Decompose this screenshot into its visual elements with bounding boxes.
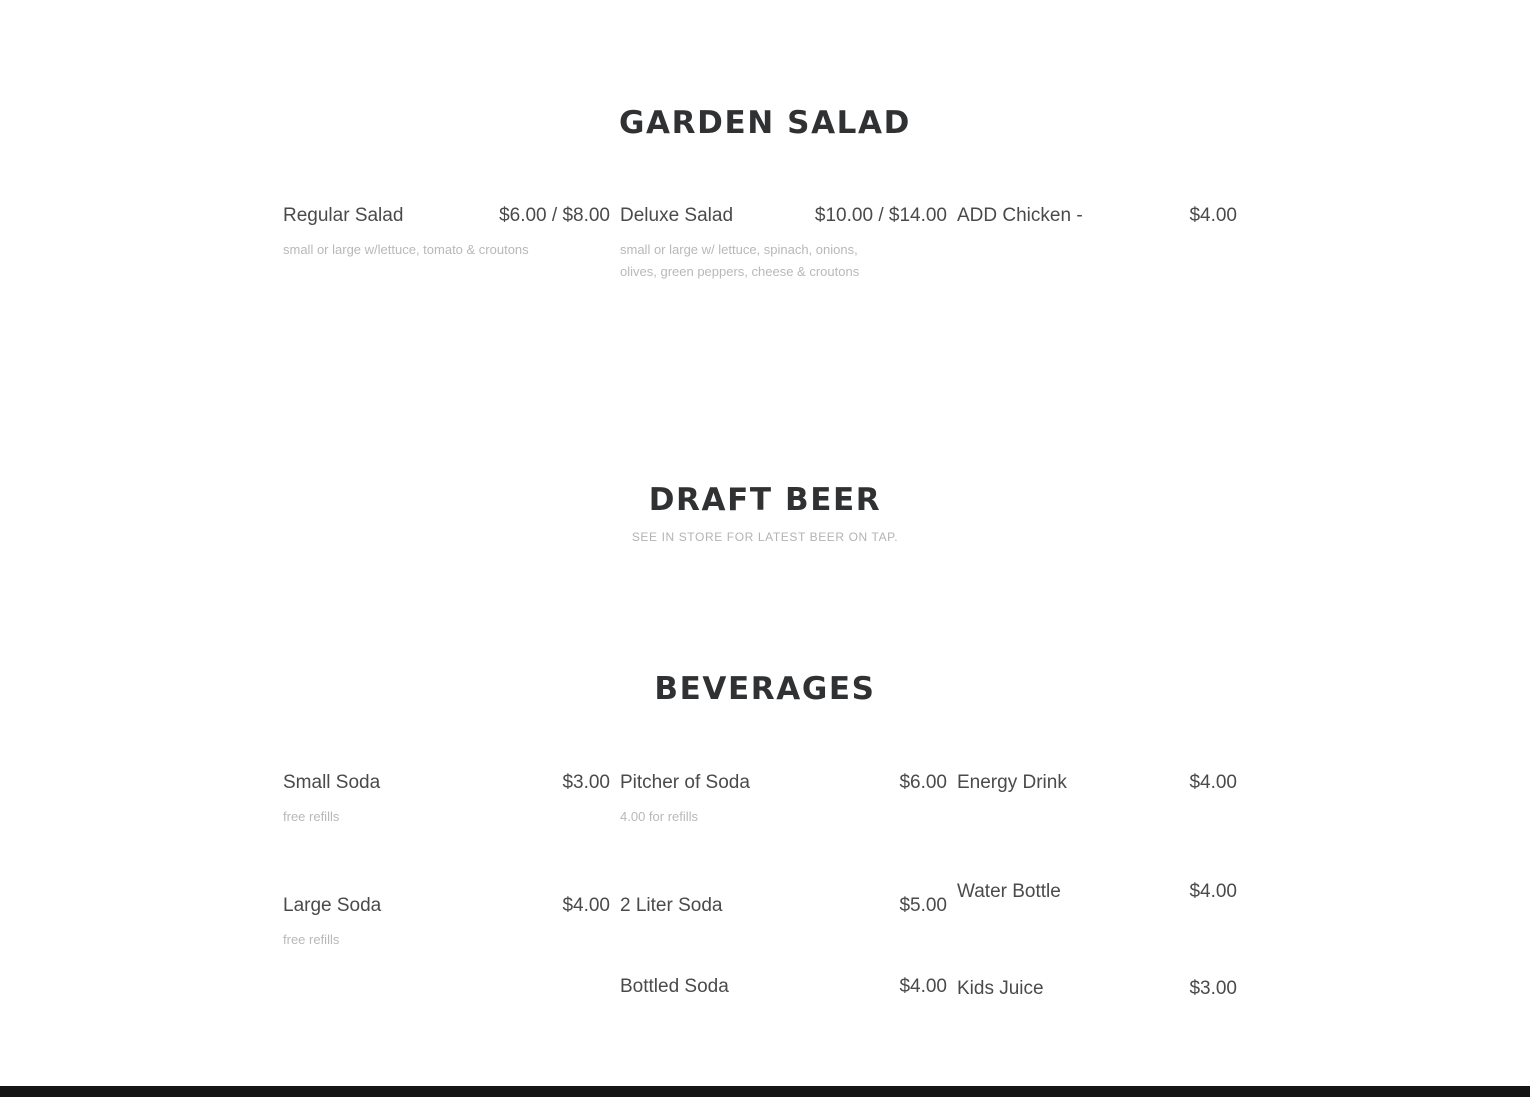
spacer xyxy=(620,828,947,886)
list-item[interactable] xyxy=(620,763,947,802)
list-item[interactable] xyxy=(283,763,610,802)
garden-salad-items xyxy=(0,196,1530,283)
item-name: 2 Liter Soda xyxy=(620,895,723,916)
menu-column-salad-2 xyxy=(620,196,957,283)
item-price: $4.00 xyxy=(562,895,610,916)
menu-column-beverages-1 xyxy=(283,763,620,1008)
list-item[interactable] xyxy=(283,196,610,235)
item-name: Bottled Soda xyxy=(620,976,729,997)
footer-rule xyxy=(0,1086,1530,1097)
item-price: $3.00 xyxy=(562,772,610,793)
item-price: $6.00 xyxy=(899,772,947,793)
beverages-section-header xyxy=(0,671,1530,707)
garden-salad-section-header xyxy=(0,105,1530,141)
item-name: Large Soda xyxy=(283,895,382,916)
item-price: $10.00 / $14.00 xyxy=(814,205,947,226)
section-subtitle-draft-beer: SEE IN STORE FOR LATEST BEER ON TAP. xyxy=(631,530,899,544)
draft-beer-section-header xyxy=(0,482,1530,544)
list-item[interactable] xyxy=(957,872,1237,911)
section-title-beverages: BEVERAGES xyxy=(654,671,876,707)
menu-grid-salad xyxy=(283,196,1247,283)
item-description: small or large w/ lettuce, spinach, onions, olives, green peppers, cheese & croutons xyxy=(620,242,860,279)
spacer xyxy=(957,911,1237,969)
item-price: $4.00 xyxy=(899,976,947,997)
list-item[interactable] xyxy=(957,196,1237,235)
item-description: 4.00 for refills xyxy=(620,809,699,824)
menu-column-beverages-3 xyxy=(957,763,1247,1008)
spacer xyxy=(957,802,1237,872)
item-name: ADD Chicken - xyxy=(957,205,1083,226)
menu-column-beverages-2 xyxy=(620,763,957,1008)
item-name: Water Bottle xyxy=(957,881,1061,902)
menu-column-salad-1 xyxy=(283,196,620,283)
list-item[interactable] xyxy=(283,886,610,925)
item-name: Pitcher of Soda xyxy=(620,772,750,793)
item-price: $5.00 xyxy=(899,895,947,916)
beverages-items xyxy=(0,763,1530,1008)
spacer xyxy=(283,828,610,886)
item-name: Small Soda xyxy=(283,772,381,793)
item-name: Kids Juice xyxy=(957,978,1044,999)
list-item[interactable] xyxy=(620,967,947,1006)
list-item[interactable] xyxy=(957,969,1237,1008)
item-name: Deluxe Salad xyxy=(620,205,734,226)
list-item[interactable] xyxy=(620,196,947,235)
section-title-garden-salad: GARDEN SALAD xyxy=(619,105,911,141)
spacer xyxy=(620,925,947,967)
item-price: $6.00 / $8.00 xyxy=(499,205,610,226)
item-name: Energy Drink xyxy=(957,772,1067,793)
item-description: small or large w/lettuce, tomato & croutons xyxy=(283,242,529,257)
item-description: free refills xyxy=(283,932,340,947)
item-price: $4.00 xyxy=(1189,881,1237,902)
menu-grid-beverages xyxy=(283,763,1247,1008)
list-item[interactable] xyxy=(957,763,1237,802)
section-title-draft-beer: DRAFT BEER xyxy=(648,482,882,518)
item-description: free refills xyxy=(283,809,340,824)
item-name: Regular Salad xyxy=(283,205,404,226)
item-price: $4.00 xyxy=(1189,205,1237,226)
menu-column-salad-3 xyxy=(957,196,1247,283)
item-price: $3.00 xyxy=(1189,978,1237,999)
list-item[interactable] xyxy=(620,886,947,925)
item-price: $4.00 xyxy=(1189,772,1237,793)
